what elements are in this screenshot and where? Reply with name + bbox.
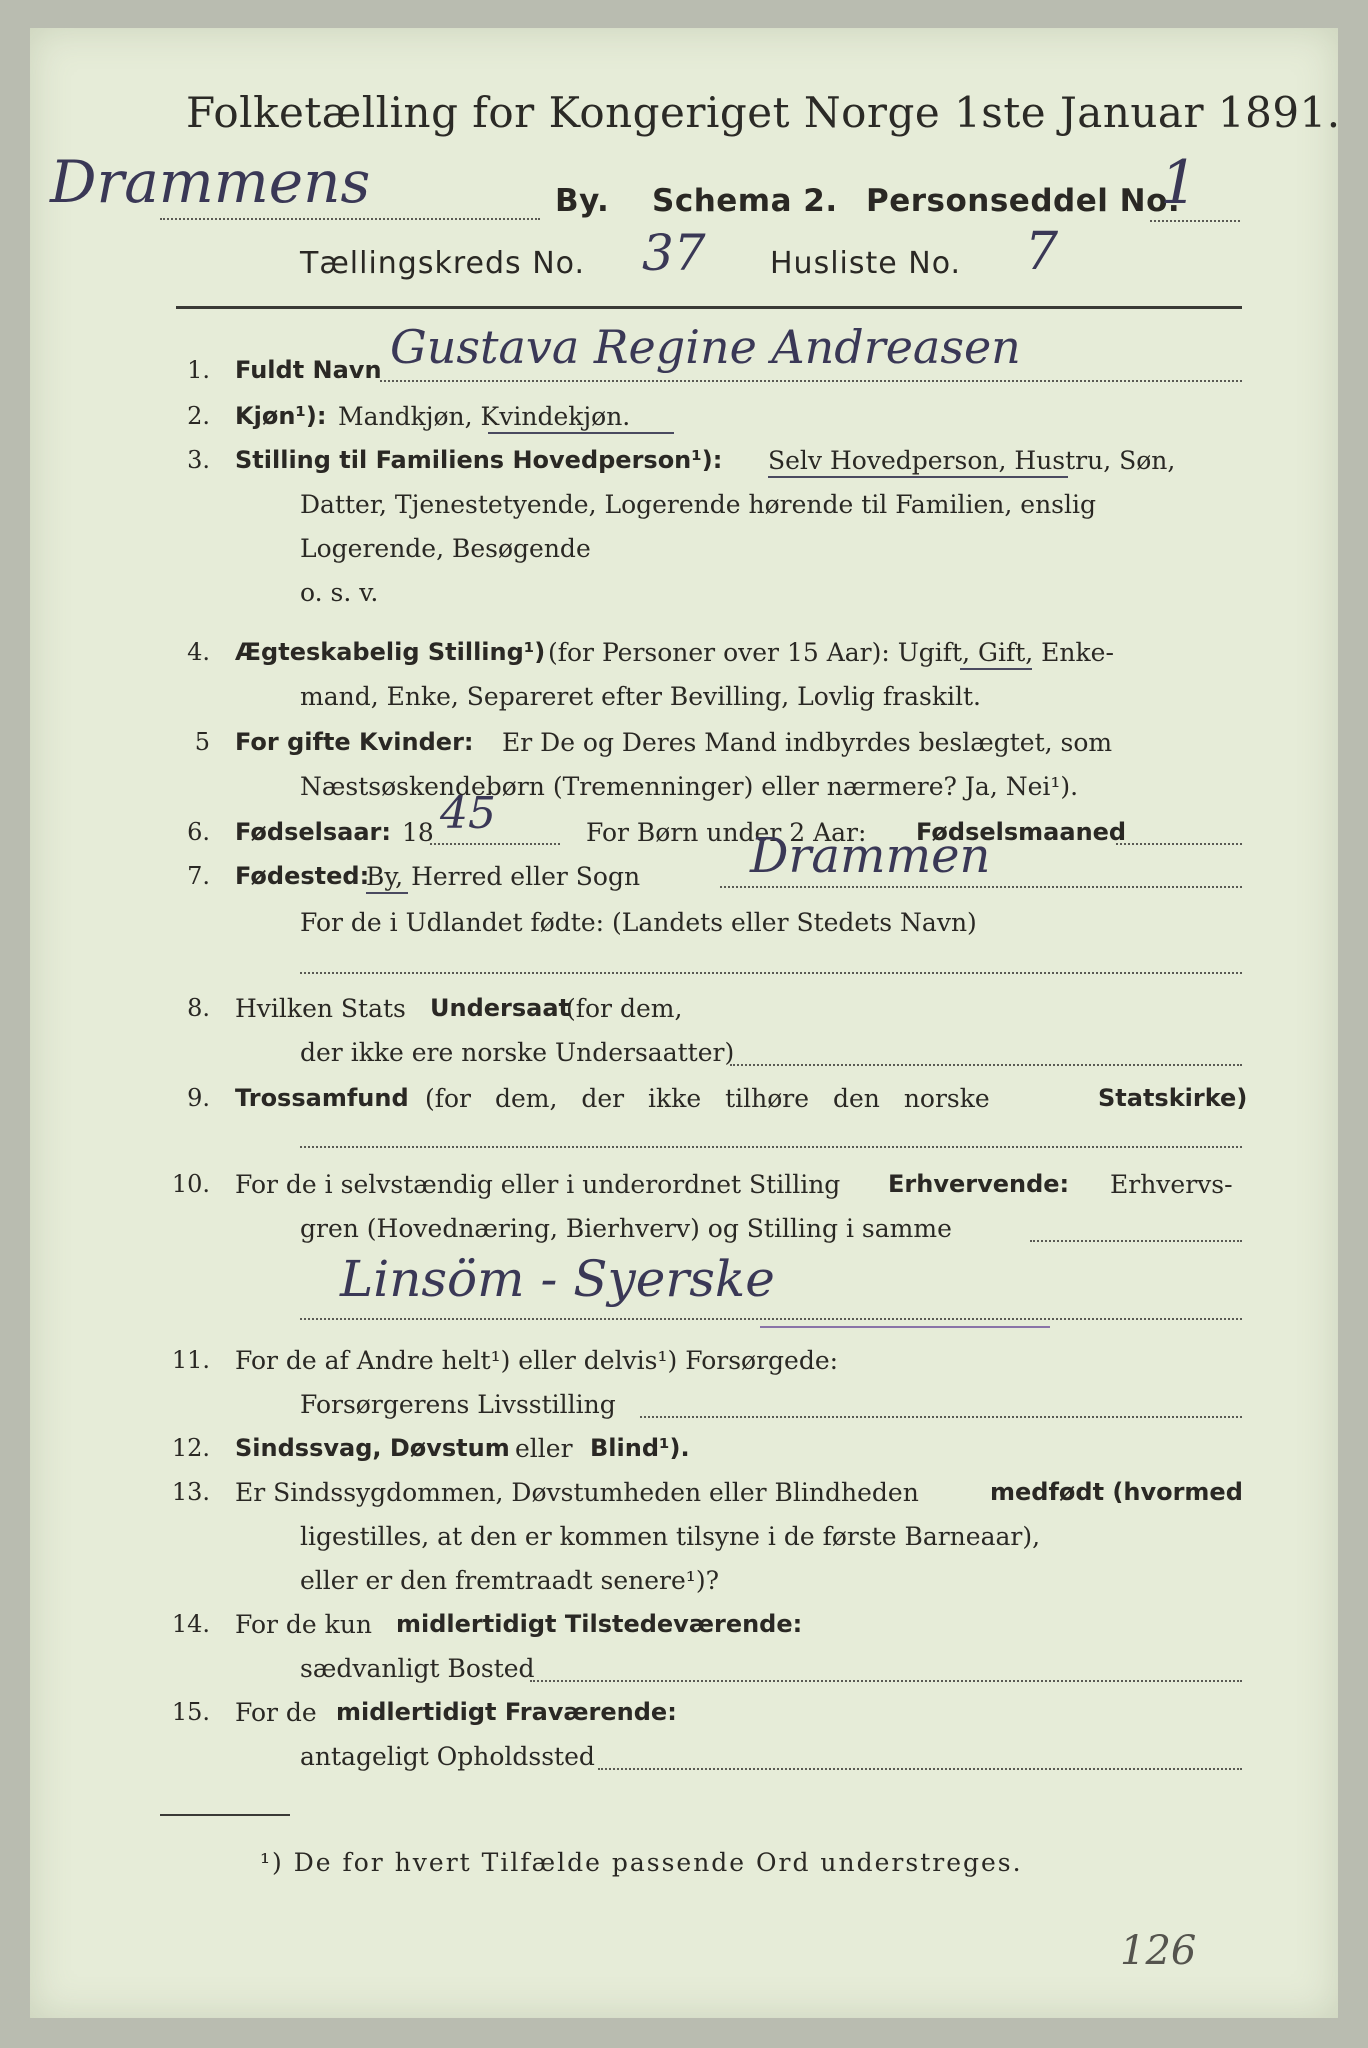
item-10-answer: Linsöm - Syerske [340, 1250, 775, 1308]
item-6-text2: For Børn under 2 Aar: [586, 818, 867, 847]
item-14-label: midlertidigt Tilstedeværende: [396, 1610, 803, 1638]
item-3-cont2: Logerende, Besøgende [300, 534, 591, 563]
item-1-label: Fuldt Navn [235, 356, 382, 384]
item-7-cont1: For de i Udlandet fødte: (Landets eller Stedets Navn) [300, 908, 977, 937]
personseddel-number: 1 [1160, 148, 1199, 218]
item-14-cont1: sædvanligt Bosted [300, 1654, 535, 1683]
item-3-text: Selv Hovedperson, Hustru, Søn, [768, 446, 1176, 475]
personseddel-label: Personseddel No. [866, 183, 1181, 219]
item-2-number: 2. [187, 402, 210, 430]
item-8-text2: (for dem, [566, 994, 683, 1023]
husliste-label: Husliste No. [770, 246, 962, 281]
item-13-number: 13. [171, 1478, 210, 1506]
schema-label: Schema 2. [652, 183, 838, 219]
item-5-text: Er De og Deres Mand indbyrdes beslægtet, som [502, 728, 1113, 757]
item-3-number: 3. [187, 446, 210, 474]
item-15-cont1: antageligt Opholdssted [300, 1742, 595, 1771]
item-1-dotline [380, 380, 1242, 382]
item-13-label: medfødt (hvormed [990, 1478, 1243, 1506]
form-title: Folketælling for Kongeriget Norge 1ste Januar 1891. [186, 88, 1341, 137]
item-6-dotline-2 [1116, 843, 1242, 845]
item-7-underline [366, 892, 408, 894]
item-10-number: 10. [171, 1170, 210, 1198]
item-8-cont1: der ikke ere norske Undersaatter) [300, 1038, 735, 1067]
item-2-label: Kjøn¹): [235, 402, 327, 430]
item-5-label: For gifte Kvinder: [235, 728, 474, 756]
footnote-rule [160, 1814, 290, 1816]
item-15-number: 15. [171, 1698, 210, 1726]
item-14-text: For de kun [235, 1610, 373, 1639]
item-10-dotline-2 [300, 1318, 1242, 1320]
city-suffix: By. [555, 183, 610, 219]
item-10-label: Erhvervende: [888, 1170, 1070, 1198]
item-4-number: 4. [187, 638, 210, 666]
item-15-text: For de [235, 1698, 317, 1727]
husliste-number: 7 [1025, 222, 1059, 282]
item-10-dotline [1030, 1240, 1242, 1242]
item-6-text: 18 [402, 818, 434, 847]
city-handwritten: Drammens [50, 148, 371, 216]
item-7-dotline-2 [300, 972, 1242, 974]
item-15-label: midlertidigt Fraværende: [336, 1698, 677, 1726]
item-12-text: eller [515, 1434, 573, 1463]
item-8-label: Undersaat [430, 994, 571, 1022]
item-11-number: 11. [171, 1346, 210, 1374]
item-7-label: Fødested: [235, 862, 370, 890]
page-number: 126 [1120, 1928, 1197, 1974]
item-2-text: Mandkjøn, Kvindekjøn. [338, 402, 631, 431]
item-7-text: By, Herred eller Sogn [366, 862, 641, 891]
item-6-answer: 45 [440, 788, 496, 839]
city-dotline [160, 218, 540, 220]
item-11-cont1: Forsørgerens Livsstilling [300, 1390, 616, 1419]
item-9-text: (for dem, der ikke tilhøre den norske [425, 1084, 990, 1113]
item-12-label2: Blind¹). [590, 1434, 690, 1462]
item-1-number: 1. [187, 356, 210, 384]
item-4-cont1: mand, Enke, Separeret efter Bevilling, Lovlig fraskilt. [300, 682, 981, 711]
item-9-number: 9. [187, 1084, 210, 1112]
kreds-label: Tællingskreds No. [300, 246, 585, 281]
item-6-label: Fødselsaar: [235, 818, 391, 846]
item-14-dotline [530, 1680, 1242, 1682]
item-11-dotline [640, 1416, 1242, 1418]
item-4-text: (for Personer over 15 Aar): Ugift, Gift, Enke- [548, 638, 1114, 667]
footnote: ¹) De for hvert Tilfælde passende Ord understreges. [260, 1848, 1023, 1877]
item-10-cont1: gren (Hovednæring, Bierhverv) og Stilling i samme [300, 1214, 952, 1243]
item-3-cont3: o. s. v. [300, 578, 379, 607]
item-6-label2: Fødselsmaaned [916, 818, 1127, 846]
census-form [30, 28, 1341, 2018]
item-5-number: 5 [194, 728, 210, 756]
item-10-text: For de i selvstændig eller i underordnet Stilling [235, 1170, 841, 1199]
item-11-text: For de af Andre helt¹) eller delvis¹) Forsørgede: [235, 1346, 839, 1375]
item-7-dotline [720, 886, 1242, 888]
kreds-number: 37 [642, 224, 706, 282]
item-3-label: Stilling til Familiens Hovedperson¹): [235, 446, 723, 474]
item-1-answer: Gustava Regine Andreasen [390, 320, 1021, 374]
item-12-number: 12. [171, 1434, 210, 1462]
item-14-number: 14. [171, 1610, 210, 1638]
item-10-text2: Erhvervs- [1110, 1170, 1233, 1199]
item-8-number: 8. [187, 994, 210, 1022]
item-6-dotline [430, 843, 560, 845]
item-4-underline [960, 668, 1032, 670]
item-13-text: Er Sindssygdommen, Døvstumheden eller Blindheden [235, 1478, 919, 1507]
item-13-cont1: ligestilles, at den er kommen tilsyne i de første Barneaar), [300, 1522, 1041, 1551]
item-9-label: Trossamfund [235, 1084, 409, 1112]
item-6-number: 6. [187, 818, 210, 846]
item-9-dotline [300, 1146, 1242, 1148]
item-5-cont1: Næstsøskendebørn (Tremenninger) eller nærmere? Ja, Nei¹). [300, 772, 1079, 801]
item-10-answer-underline [760, 1326, 1050, 1328]
item-12-label: Sindssvag, Døvstum [235, 1434, 510, 1462]
item-13-cont2: eller er den fremtraadt senere¹)? [300, 1566, 719, 1595]
item-9-label2: Statskirke) [1098, 1084, 1248, 1112]
item-8-text: Hvilken Stats [235, 994, 406, 1023]
item-3-underline [768, 476, 1068, 478]
item-7-answer: Drammen [750, 828, 991, 884]
item-15-dotline [598, 1768, 1242, 1770]
header-rule [176, 306, 1242, 309]
personseddel-dotline [1150, 220, 1240, 222]
item-8-dotline [730, 1064, 1242, 1066]
item-4-label: Ægteskabelig Stilling¹) [235, 638, 546, 666]
item-3-cont1: Datter, Tjenestetyende, Logerende hørende til Familien, enslig [300, 490, 1097, 519]
item-2-underline [488, 432, 674, 434]
item-7-number: 7. [187, 862, 210, 890]
